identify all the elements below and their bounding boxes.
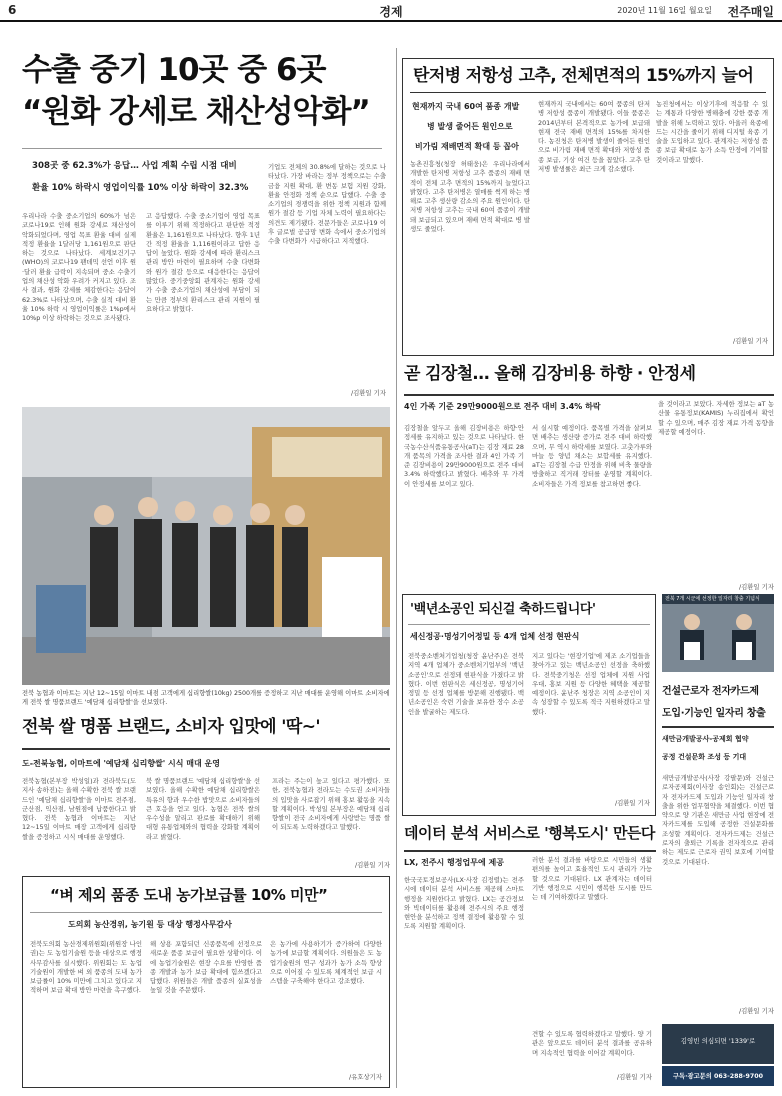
a2-col2: 현재까지 국내에서는 60여 품종의 탄저병 저항성 품종이 개발됐다. 이들 품종은 2014년부터 본격적으로 농가에 보급돼 현재 전국 재배 면적의 15%를 차지한다. 농진청은 탄저병 발생이 줄어든 원인으로 비가림 재배 면적 확대와 저항성 품종 보급, 기상 여건 등을 꼽았다. 고추 탄저병 발생률은 최근 크게 감소했다. bbox=[538, 100, 650, 174]
a6-deck: LX, 전주시 행정업무에 제공 bbox=[404, 858, 504, 867]
a1-col2: 고 응답했다. 수출 중소기업이 영업 목표를 이루기 위해 적정하다고 판단한 적정 환율은 1,161원으로 나타났다. 향후 1년간 적정 환율을 1,116원이라고 답한 응답이 높았다. 원화 강세에 따라 환리스크 관리 방안 마련이 필요하며 수출 다변화와 원가 절감 등으로 대응한다는 응답이 많았다. 중기중앙회 관계자는 원화 강세가 수출 중소기업의 채산성에 부담이 되는 만큼 정부의 환리스크 관리 지원이 필요하다고 밝혔다. bbox=[146, 212, 260, 313]
a3-byline: /김환일 기자 bbox=[738, 583, 774, 591]
a7-col2: 해 상용 포함되던 신종품목에 선정으로 새로운 품종 보급이 필요한 상황이다. 이에 농업기술원은 현장 수요를 반영한 품종 개발과 농가 보급 확대에 힘쓰겠다고 답했다. 위원들은 개발 품종의 실효성을 높일 것을 주문했다. bbox=[150, 940, 262, 995]
a4-divider bbox=[22, 748, 390, 750]
a4-col2: 북 쌀 명품브랜드 '예담채 십리향쌀'을 선보였다. 올해 수확한 예담채 십리향쌀은 특유의 향과 우수한 밥맛으로 소비자들의 큰 호응을 얻고 있다. 농협은 전북 쌀의 우수성을 알리고 판로를 확대하기 위해 대형 유통업체와의 협력을 강화할 계획이라고 밝혔다. bbox=[146, 777, 260, 841]
a2-col1: 농촌진흥청(청장 허태웅)은 우리나라에서 개발한 탄저병 저항성 고추 품종의 재배 면적이 전체 고추 면적의 15%까지 늘었다고 밝혔다. 고추 탄저병은 열매를 썩게 하는 병해로 고추 생산량 감소의 주요 원인이다. 탄저병 저항성 고추는 국내 60여 품종이 개발돼 보급되고 있으며 재배 면적 확대로 병 발생도 줄었다. bbox=[410, 160, 530, 234]
a5-divider bbox=[408, 624, 650, 625]
column-divider bbox=[396, 48, 397, 1088]
masthead bbox=[0, 0, 782, 22]
rice-promo-photo bbox=[22, 407, 390, 685]
a7-col1: 전북도의회 농산경제위원회(위원장 나인권)는 도 농업기술원 등을 대상으로 행정사무감사를 실시했다. 위원회는 도 농업기술원이 개발한 벼 외 품종의 도내 농가 보급률이 10% 미만에 그치고 있다고 지적하며 보급 확대 방안 마련을 촉구했다. bbox=[30, 940, 142, 995]
photo-banner: 전북 7개 시군에 선정한 일자리 창출 기념식 bbox=[662, 594, 774, 604]
a5-col2: 지고 있다는 '현장기업'에 제조 소기업들을 찾아가고 있는 백년소공인 선정을 축하했다. 전북중기청은 선정 업체에 지원 사업 우대, 홍보 지원 등 다양한 혜택을 제공할 예정이다. 윤난주 청장은 지역 소공인이 지속 성장할 수 있도록 적극 지원하겠다고 말했다. bbox=[532, 652, 650, 716]
signing-illustration bbox=[662, 604, 774, 672]
a8-title2: 도입·기능인 일자리 창출 bbox=[662, 708, 766, 719]
a7-divider bbox=[30, 912, 382, 913]
a2-col3: 농진청에서는 이상기후에 적응할 수 있는 계통과 다양한 병해충에 강한 품종 개발을 위해 노력하고 있다. 아울러 육종에 드는 시간을 줄이기 위해 디지털 육종 기술을 도입하고 있다. 관계자는 저항성 품종 보급 확대로 농가 소득 안정에 기여할 것이라고 말했다. bbox=[656, 100, 768, 164]
a3-col1: 김장철을 앞두고 올해 김장비용은 하향·안정세를 유지하고 있는 것으로 나타났다. 한국농수산식품유통공사(aT)는 김장 재료 28개 품목의 가격을 조사한 결과 4인 가족 기준 김장비용이 29만9000원으로 전주 대비 3.4% 하락했다고 밝혔다. 배추와 무 가격이 안정세를 보이고 있다. bbox=[404, 424, 524, 488]
a6-col2: 러한 분석 결과를 바탕으로 시민들의 생활 편의를 높이고 효율적인 도시 관리가 가능할 것으로 기대된다. LX 관계자는 데이터 기반 행정으로 시민이 행복한 도시를 만드는 데 기여하겠다고 말했다. bbox=[532, 856, 652, 902]
a8-col1: 새만금개발공사(사장 강팔문)와 건설근로자공제회(이사장 송인회)는 건설근로자 전자카드제 도입과 기능인 일자리 창출을 위한 업무협약을 체결했다. 이번 협약으로 양 기관은 새만금 사업 현장에 전자카드제를 도입해 공정한 건설문화를 조성할 계획이다. 전자카드제는 건설근로자의 출퇴근 기록을 전자적으로 관리하는 제도로 근로자 권익 보호에 기여할 것으로 기대된다. bbox=[662, 774, 774, 866]
a7-byline: /유호상기자 bbox=[348, 1073, 382, 1081]
a2-byline: /김환일 기자 bbox=[732, 337, 768, 345]
a8-title: 건설근로자 전자카드제 bbox=[662, 686, 759, 697]
a8-divider bbox=[662, 726, 774, 728]
a3-col2: 서 실시할 예정이다. 품목별 가격을 살펴보면 배추는 생산량 증가로 전주 대비 하락했으며, 무 역시 하락세를 보였다. 고춧가루와 마늘 등 양념 채소는 보합세를 유지했다. aT는 김장철 수급 안정을 위해 비축 물량을 방출하고 직거래 장터를 운영할 계획이다. 소비자들은 가격 정보를 참고하면 좋다. bbox=[532, 424, 652, 488]
covid-ad bbox=[662, 1024, 774, 1064]
a2-divider bbox=[410, 92, 766, 93]
a1-deck2: 환율 10% 하락시 영업이익률 10% 이상 하락이 32.3% bbox=[32, 183, 249, 193]
a1-divider bbox=[22, 148, 382, 149]
a5-col1: 전북중소벤처기업청(청장 윤난주)은 전북지역 4개 업체가 중소벤처기업부의 '백년 소공인'으로 선정돼 현판식을 가졌다고 밝혔다. 이번 현판식은 세신정공, 명성기어정밀 등 선정 업체를 방문해 진행됐다. 백년소공인은 숙련 기술을 보유한 장수 소공인을 발굴하는 제도다. bbox=[408, 652, 524, 716]
a4-title: 전북 쌀 명품 브랜드, 소비자 입맛에 '딱~' bbox=[22, 717, 320, 737]
a3-divider bbox=[404, 394, 774, 396]
a5-title: '백년소공인 되신걸 축하드립니다' bbox=[410, 602, 596, 617]
signing-photo bbox=[662, 594, 774, 672]
a8-deck2: 공정 건설문화 조성 등 기대 bbox=[662, 753, 747, 761]
paper-name: 전주매일 bbox=[727, 5, 774, 19]
a2-deck1: 현재까지 국내 60여 품종 개발 bbox=[412, 102, 520, 111]
photo-illustration bbox=[22, 407, 390, 685]
a5-byline: /김환일 기자 bbox=[614, 799, 650, 807]
a1-col1: 우리나라 수출 중소기업의 60%가 넘은 코로나19로 인해 원화 강세로 채산성이 악화되었다며, 영업 목표 환율 대비 실제 적정 환율을 1달러당 1,161원으로 판단하는 것으로 나타났다. 세계보건기구(WHO)의 코로나19 팬데믹 선언 이후 원·달러 환율 급락이 지속되며 중소 수출기업의 채산성 악화 우려가 커지고 있다. 조사 결과, 원화 강세를 체감한다는 응답이 62.3%로 나타났으며, 수출 실적 대비 환율 10% 하락 시 영업이익률은 1%p에서 10%p 이상 하락하는 것으로 조사됐다. bbox=[22, 212, 136, 323]
a6-byline: /김환일 기자 bbox=[616, 1073, 652, 1081]
a6-title: 데이터 분석 서비스로 '행복도시' 만든다 bbox=[404, 824, 655, 842]
a3-title: 곧 김장철… 올해 김장비용 하향 · 안정세 bbox=[404, 364, 696, 384]
subscription-ad-text: 구독·광고문의 063-288-9700 bbox=[672, 1073, 764, 1080]
a2-deck3: 비가림 재배면적 확대 등 꼽아 bbox=[415, 142, 519, 151]
a1-byline: /김환일 기자 bbox=[350, 389, 386, 397]
section-title: 경제 bbox=[379, 5, 403, 19]
subscription-ad bbox=[662, 1066, 774, 1086]
a3-col3: 을 것이라고 보았다. 자세한 정보는 aT 농산물 유통정보(KAMIS) 누리집에서 확인할 수 있으며, 매주 김장 재료 가격 동향을 제공할 예정이다. bbox=[658, 400, 774, 436]
a7-deck: 도의회 농산경위, 농기원 등 대상 행정사무감사 bbox=[68, 920, 232, 929]
covid-ad-text: 김영빈 의심되면 '1339'로 bbox=[680, 1037, 756, 1045]
a1-col3: 기업도 전체의 30.8%에 달하는 것으로 나타났다. 가장 바라는 정부 정책으로는 수출 금융 지원 확대, 환 변동 보험 지원 강화, 환율 안정화 정책 순으로 답했다. 수출 중소기업의 경쟁력을 위한 정책 지원과 함께 원가 절감 등 기업 자체 노력이 필요하다는 의견도 제기됐다. 전문가들은 코로나19 이후 글로벌 공급망 변화 속에서 중소기업의 수출 다변화가 시급하다고 지적했다. bbox=[268, 163, 386, 246]
a2-title: 탄저병 저항성 고추, 전체면적의 15%까지 늘어 bbox=[413, 66, 754, 86]
a2-deck2: 병 발생 줄어든 원인으로 bbox=[427, 122, 513, 131]
a6-divider bbox=[404, 850, 656, 852]
photo-caption: 전북 농협과 이마트는 지난 12~15일 이마트 내점 고객에게 십리향쌀(10kg) 2500개를 증정하고 지난 매대를 운영해 이마트 소비자에게 전북 쌀 명품브랜드 '예담채 십리향쌀'을 선보였다. bbox=[22, 690, 390, 706]
a4-col1: 전북농협(본부장 박성일)과 전라북도(도지사 송하진)는 올해 수확한 전북 쌀 브랜드인 '예담채 십리향쌀'을 이마트 전주점, 군산점, 익산점, 남원점에 납품한다고 밝혔다. 전북 농협과 이마트는 지난 12~15일 이마트 매장 고객에게 십리향쌀을 증정하고 시식 매대를 운영했다. bbox=[22, 777, 136, 841]
page-number: 6 bbox=[8, 3, 17, 17]
a1-title-line1: 수출 중기 10곳 중 6곳 bbox=[22, 52, 326, 88]
a3-deck: 4인 가족 기준 29만9000원으로 전주 대비 3.4% 하락 bbox=[404, 402, 601, 411]
a8-byline: /김환일 기자 bbox=[738, 1007, 774, 1015]
a6-col3: 견할 수 있도록 협력하겠다고 말했다. 양 기관은 앞으로도 데이터 분석 결과를 공유하며 지속적인 협력을 이어갈 계획이다. bbox=[532, 1030, 652, 1057]
a7-col3: 은 농가에 사용하기가 증가하여 다양한 농가에 보급할 계획이다. 의원들은 도 농업기술원의 연구 성과가 농가 소득 향상으로 이어질 수 있도록 체계적인 보급 시스템을 구축해야 한다고 강조했다. bbox=[270, 940, 382, 986]
a6-col1: 한국국토정보공사(LX·사장 김정렬)는 전주시에 데이터 분석 서비스를 제공해 스마트 행정을 지원한다고 밝혔다. LX는 공간정보와 빅데이터를 활용해 전주시의 주요 행정 현안을 분석하고 정책 결정에 활용할 수 있도록 지원할 계획이다. bbox=[404, 876, 524, 931]
a4-col3: 프라는 주는이 높고 있다고 평가했다. 또한, 전북농협과 전라도는 수도권 소비자들의 입맛을 사로잡기 위해 홍보 활동을 지속할 계획이다. 박성일 본부장은 예담채 십리향쌀이 전국 소비자에게 사랑받는 명품 쌀이 되도록 노력하겠다고 말했다. bbox=[272, 777, 390, 832]
issue-date: 2020년 11월 16일 월요일 bbox=[617, 6, 712, 15]
a4-byline: /김환일 기자 bbox=[354, 861, 390, 869]
a4-deck: 도-전북농협, 이마트에 '예담채 십리향쌀' 시식 매대 운영 bbox=[22, 759, 220, 768]
a8-deck1: 새만금개발공사-공제회 협약 bbox=[662, 735, 749, 743]
a1-deck1: 308곳 중 62.3%가 응답… 사업 계획 수립 시점 대비 bbox=[32, 161, 237, 171]
a7-title: “벼 제외 품종 도내 농가보급률 10% 미만” bbox=[50, 886, 328, 904]
a1-title-line2: “원화 강세로 채산성악화” bbox=[22, 94, 370, 130]
a5-deck: 세신정공·명성기어정밀 등 4개 업체 선정 현판식 bbox=[410, 632, 580, 641]
